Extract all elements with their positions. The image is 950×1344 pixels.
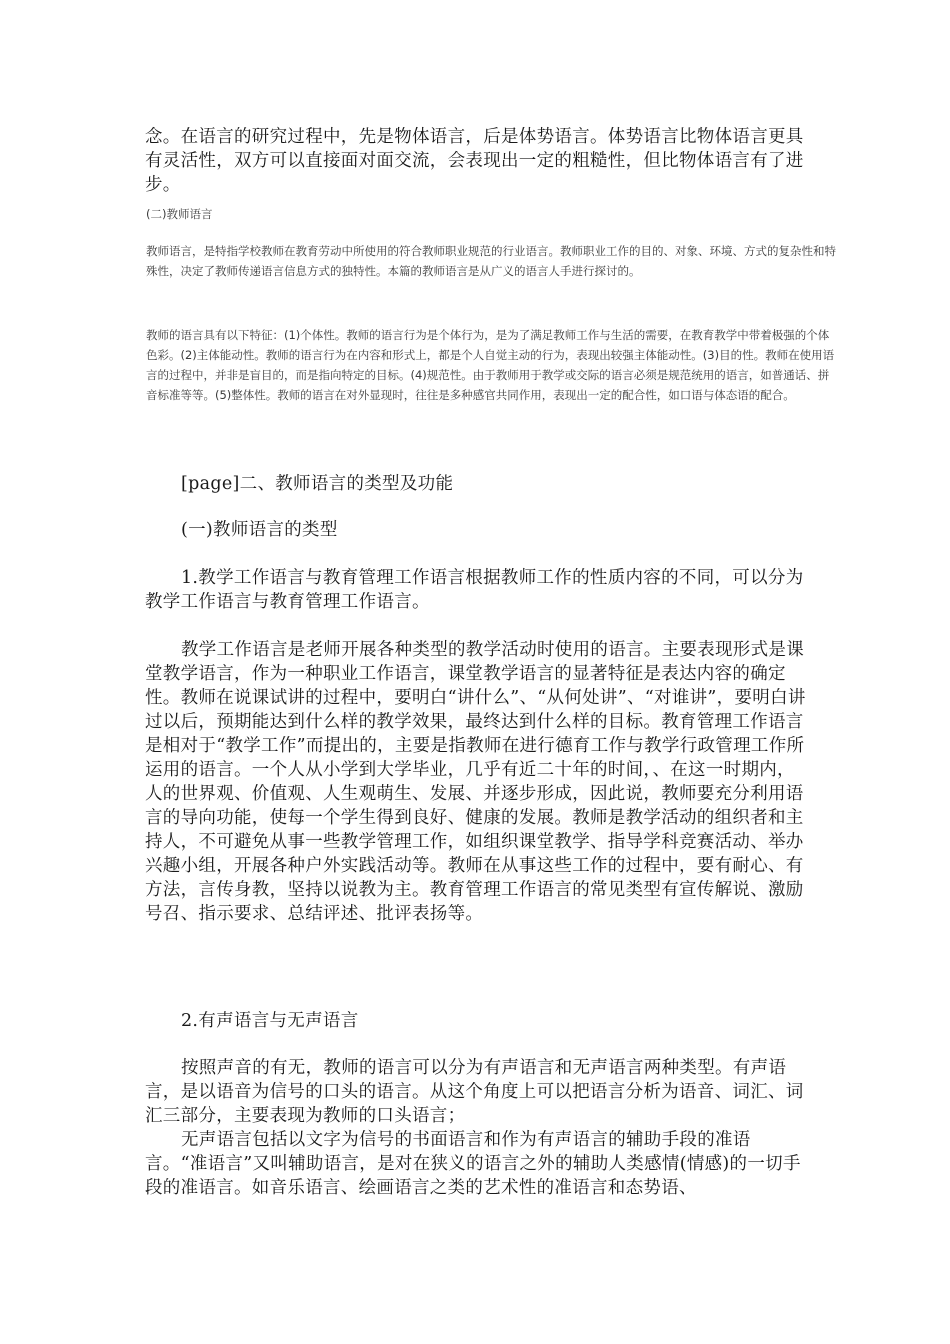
subsection-heading: (一)教师语言的类型 <box>181 520 338 540</box>
scanned-excerpt-title: (二)教师语言 <box>146 207 213 221</box>
item-1-heading: 1.教学工作语言与教育管理工作语言根据教师工作的性质内容的不同，可以分为教学工作语言与教育管理工作语言。 <box>145 568 804 612</box>
scanned-excerpt-paragraph: 教师语言，是特指学校教师在教育劳动中所使用的符合教师职业规范的行业语言。教师职业工作的目的、对象、环境、方式的复杂性和特殊性，决定了教师传递语言信息方式的独特性。本篇的教师语言是从广义的语言人手进行探讨的。 <box>146 244 836 278</box>
item-2-body-continued: 无声语言包括以文字为信号的书面语言和作为有声语言的辅助手段的准语言。“准语言”又叫辅助语言，是对在狭义的语言之外的辅助人类感情(情感)的一切手段的准语言。如音乐语言、绘画语言之类的艺术性的准语言和态势语、 <box>145 1130 801 1198</box>
section-heading: [page]二、教师语言的类型及功能 <box>181 474 454 494</box>
scanned-excerpt-paragraph: 教师的语言具有以下特征：(1)个体性。教师的语言行为是个体行为，是为了满足教师工作与生活的需要，在教育教学中带着极强的个体色彩。(2)主体能动性。教师的语言行为在内容和形式上，都是个人自觉主动的行为，表现出较强主体能动性。(3)目的性。教师在使用语言的过程中，并非是盲目的，而是指向特定的目标。(4)规范性。由于教师用于教学或交际的语言必须是规范统用的语言，如普通话、拼音标准等等。(5)整体性。教师的语言在对外显现时，往往是多种感官共同作用，表现出一定的配合性，如口语与体态语的配合。 <box>146 328 835 402</box>
intro-paragraph: 念。在语言的研究过程中，先是物体语言，后是体势语言。体势语言比物体语言更具有灵活性，双方可以直接面对面交流，会表现出一定的粗糙性，但比物体语言有了进步。 <box>145 127 804 195</box>
item-2-heading: 2.有声语言与无声语言 <box>181 1011 359 1031</box>
item-2-body: 按照声音的有无，教师的语言可以分为有声语言和无声语言两种类型。有声语言，是以语音为信号的口头的语言。从这个角度上可以把语言分析为语音、词汇、词汇三部分，主要表现为教师的口头语言； <box>145 1058 804 1126</box>
item-1-body: 教学工作语言是老师开展各种类型的教学活动时使用的语言。主要表现形式是课堂教学语言，作为一种职业工作语言，课堂教学语言的显著特征是表达内容的确定性。教师在说课试讲的过程中，要明白“讲什么”、“从何处讲”、“对谁讲”，要明白讲过以后，预期能达到什么样的教学效果，最终达到什么样的目标。教育管理工作语言是相对于“教学工作”而提出的，主要是指教师在进行德育工作与教学行政管理工作所运用的语言。一个人从小学到大学毕业，几乎有近二十年的时间，、在这一时期内，人的世界观、价值观、人生观萌生、发展、并逐步形成，因此说，教师要充分利用语言的导向功能，使每一个学生得到良好、健康的发展。教师是教学活动的组织者和主持人，不可避免从事一些教学管理工作，如组织课堂教学、指导学科竞赛活动、举办兴趣小组，开展各种户外实践活动等。教师在从事这些工作的过程中，要有耐心、有方法，言传身教，坚持以说教为主。教育管理工作语言的常见类型有宣传解说、激励号召、指示要求、总结评述、批评表扬等。 <box>145 640 806 924</box>
